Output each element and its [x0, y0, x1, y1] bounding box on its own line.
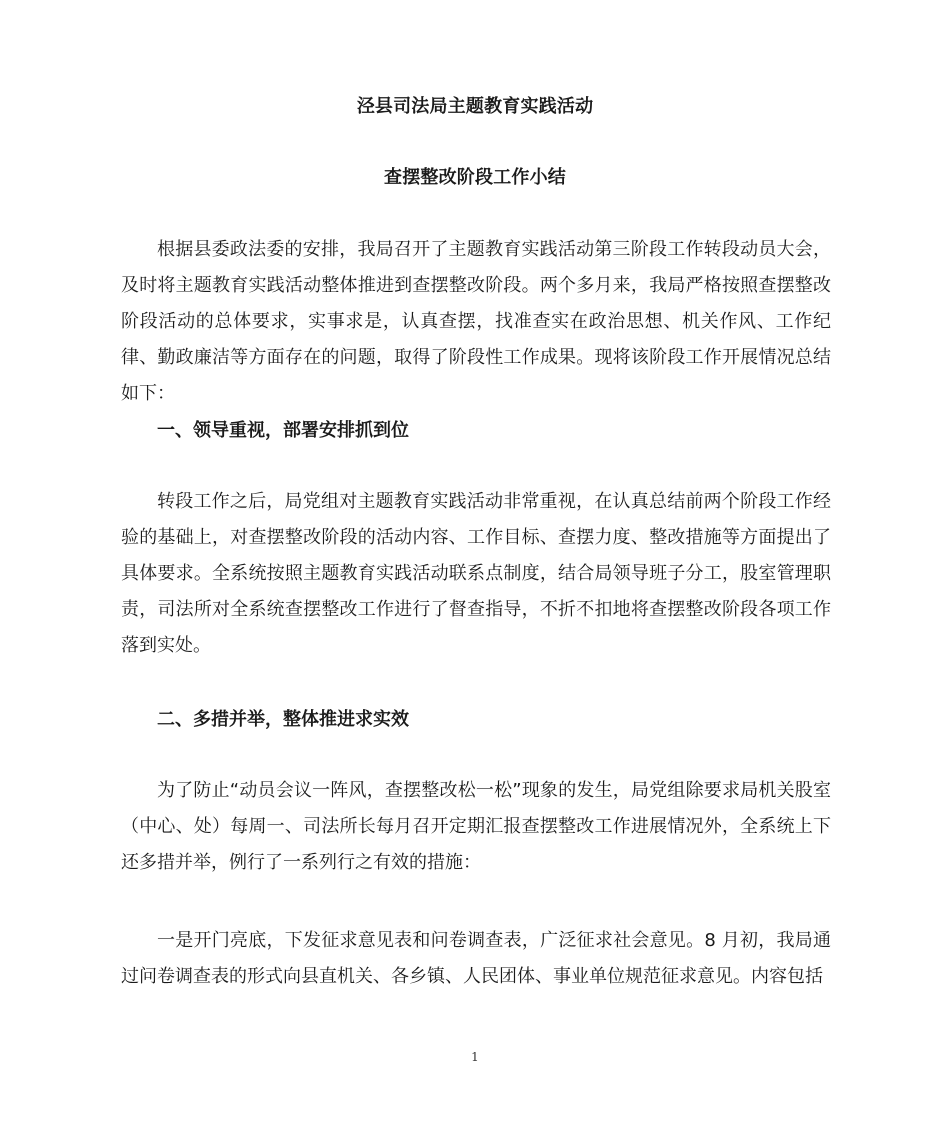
document-subtitle: 查摆整改阶段工作小结	[384, 167, 566, 188]
section-2-paragraph: 为了防止“动员会议一阵风，查摆整改松一松”现象的发生，局党组除要求局机关股室（中心、处）每周一、司法所长每月召开定期汇报查摆整改工作进展情况外，全系统上下还多措并举，例行了一系列行之有效的措施：	[121, 780, 831, 873]
section-heading-1: 一、领导重视，部署安排抓到位	[157, 420, 409, 441]
document-title: 泾县司法局主题教育实践活动	[356, 96, 594, 117]
section-1-paragraph: 转段工作之后，局党组对主题教育实践活动非常重视，在认真总结前两个阶段工作经验的基础上，对查摆整改阶段的活动内容、工作目标、查摆力度、整改措施等方面提出了具体要求。全系统按照主题教育实践活动联系点制度，结合局领导班子分工，股室管理职责，司法所对全系统查摆整改工作进行了督查指导，不折不扣地将查摆整改阶段各项工作落到实处。	[121, 491, 831, 656]
section-heading-2: 二、多措并举，整体推进求实效	[157, 709, 409, 730]
page-number: 1	[471, 1050, 479, 1064]
intro-paragraph: 根据县委政法委的安排，我局召开了主题教育实践活动第三阶段工作转段动员大会，及时将主题教育实践活动整体推进到查摆整改阶段。两个多月来，我局严格按照查摆整改阶段活动的总体要求，实事求是，认真查摆，找准查实在政治思想、机关作风、工作纪律、勤政廉洁等方面存在的问题，取得了阶段性工作成果。现将该阶段工作开展情况总结如下：	[121, 239, 831, 404]
measure-1-paragraph: 一是开门亮底，下发征求意见表和问卷调查表，广泛征求社会意见。8 月初，我局通过问卷调查表的形式向县直机关、各乡镇、人民团体、事业单位规范征求意见。内容包括	[121, 930, 831, 987]
